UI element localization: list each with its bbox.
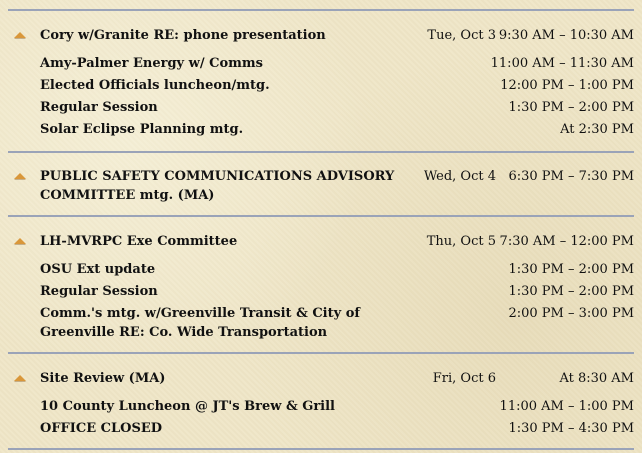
event-title[interactable]: PUBLIC SAFETY COMMUNICATIONS ADVISORY COMMITTEE mtg. (MA): [40, 169, 395, 203]
event-title[interactable]: Site Review (MA): [40, 371, 166, 386]
event-time: 9:30 AM – 10:30 AM: [498, 28, 634, 43]
collapse-arrow-icon[interactable]: [14, 238, 26, 244]
event-title[interactable]: 10 County Luncheon @ JT's Brew & Grill: [40, 399, 335, 414]
event-title[interactable]: Regular Session: [40, 100, 158, 115]
event-row[interactable]: [8, 257, 634, 279]
event-date: Thu, Oct 5: [426, 234, 496, 249]
event-time: 11:00 AM – 11:30 AM: [490, 56, 634, 71]
event-row[interactable]: [8, 279, 634, 301]
event-time: 2:00 PM – 3:00 PM: [508, 306, 634, 321]
collapse-arrow-icon[interactable]: [14, 375, 26, 381]
event-title[interactable]: Comm.'s mtg. w/Greenville Transit & City of Greenville RE: Co. Wide Transportation: [40, 306, 360, 340]
event-row[interactable]: [8, 95, 634, 117]
event-title[interactable]: OFFICE CLOSED: [40, 421, 163, 436]
event-row[interactable]: [8, 51, 634, 73]
event-time: At 8:30 AM: [559, 371, 634, 386]
event-date: Wed, Oct 4: [423, 169, 496, 184]
event-time: 6:30 PM – 7:30 PM: [508, 169, 634, 184]
event-time: 1:30 PM – 2:00 PM: [508, 284, 634, 299]
event-row[interactable]: [8, 301, 634, 342]
day-group-oct-5: [8, 217, 634, 352]
event-row[interactable]: [8, 164, 634, 205]
event-date: Fri, Oct 6: [432, 371, 496, 386]
event-title[interactable]: Solar Eclipse Planning mtg.: [40, 122, 244, 137]
event-row[interactable]: [8, 73, 634, 95]
event-row[interactable]: [8, 229, 634, 251]
event-title[interactable]: Cory w/Granite RE: phone presentation: [40, 28, 326, 43]
event-date: Tue, Oct 3: [427, 28, 496, 43]
event-row[interactable]: [8, 416, 634, 438]
divider: [8, 448, 634, 450]
event-row[interactable]: [8, 366, 634, 388]
collapse-arrow-icon[interactable]: [14, 32, 26, 38]
day-group-oct-4: [8, 153, 634, 215]
event-title[interactable]: OSU Ext update: [40, 262, 156, 277]
event-time: 12:00 PM – 1:00 PM: [500, 78, 634, 93]
event-title[interactable]: LH-MVRPC Exe Committee: [40, 234, 238, 249]
day-group-oct-3: [8, 11, 634, 147]
event-time: 1:30 PM – 4:30 PM: [508, 421, 634, 436]
event-time: 1:30 PM – 2:00 PM: [508, 262, 634, 277]
event-time: 7:30 AM – 12:00 PM: [499, 234, 634, 249]
event-row[interactable]: [8, 394, 634, 416]
event-row[interactable]: [8, 23, 634, 45]
event-title[interactable]: Elected Officials luncheon/mtg.: [40, 78, 270, 93]
event-title[interactable]: Amy-Palmer Energy w/ Comms: [40, 56, 263, 71]
event-time: 11:00 AM – 1:00 PM: [499, 399, 634, 414]
event-time: At 2:30 PM: [560, 122, 634, 137]
event-title[interactable]: Regular Session: [40, 284, 158, 299]
event-row[interactable]: [8, 117, 634, 139]
collapse-arrow-icon[interactable]: [14, 173, 26, 179]
day-group-oct-6: [8, 354, 634, 446]
calendar-agenda: [8, 0, 634, 450]
event-time: 1:30 PM – 2:00 PM: [508, 100, 634, 115]
